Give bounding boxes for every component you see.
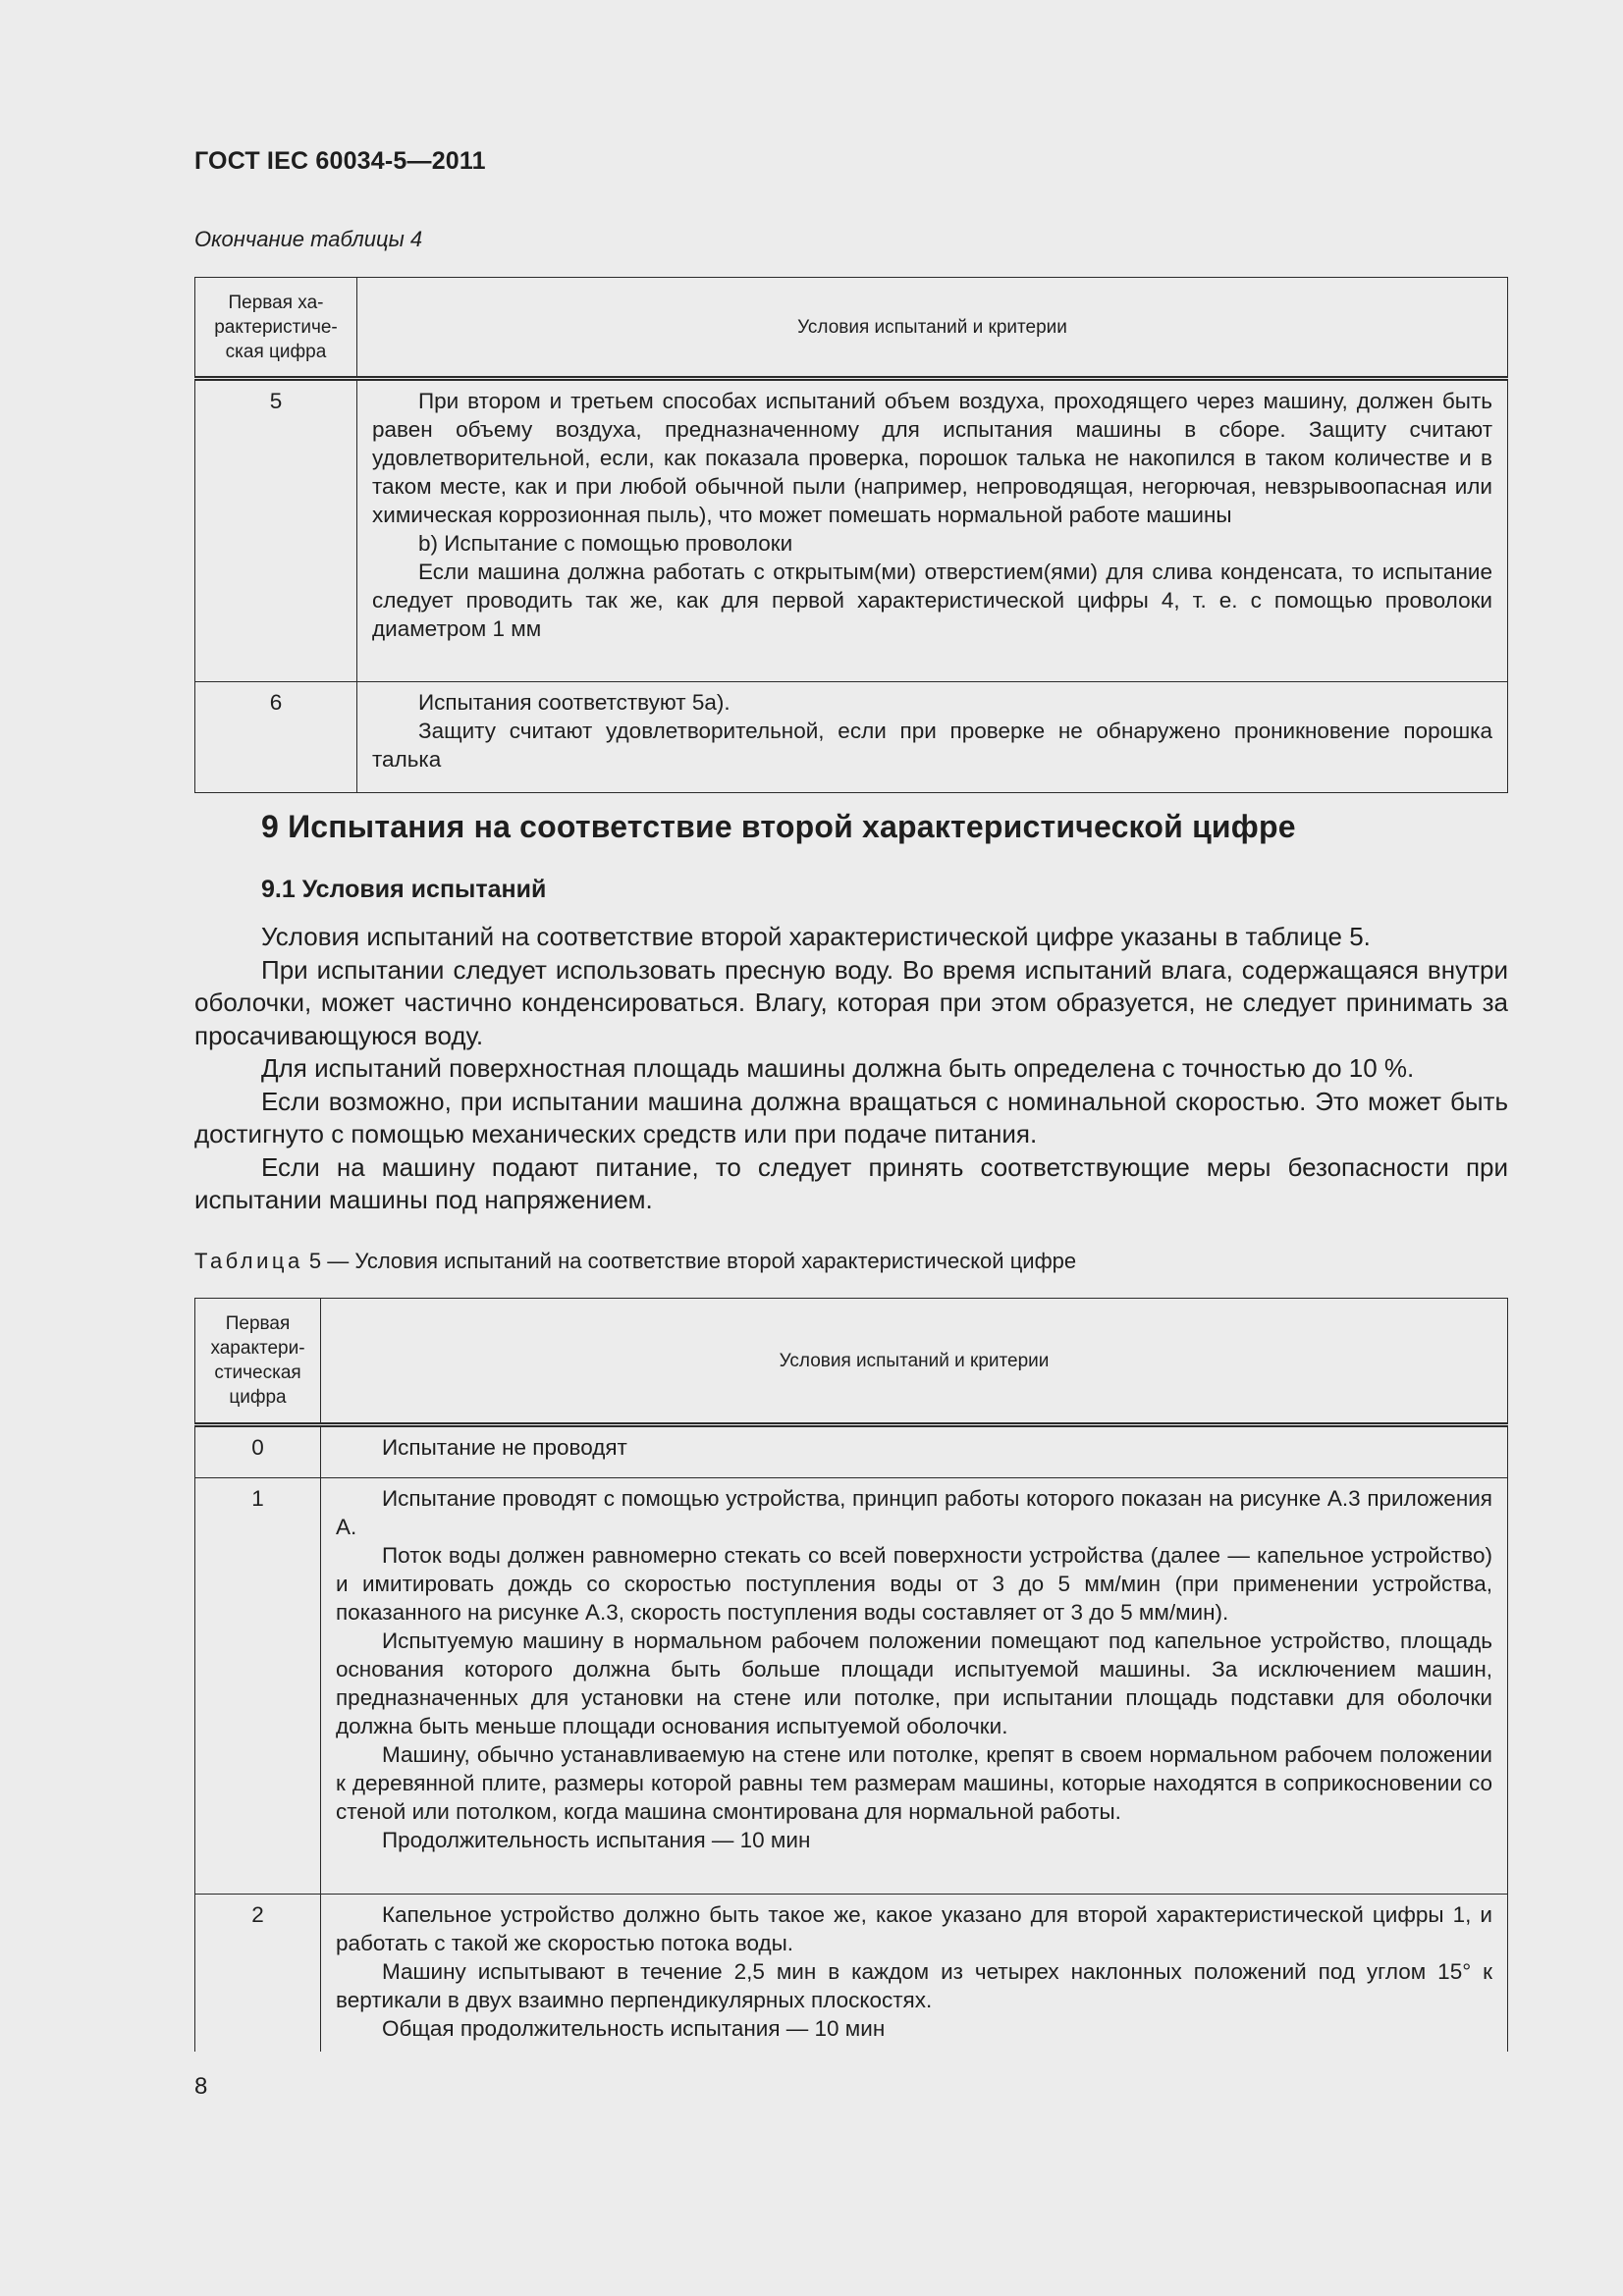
body-paragraph: Условия испытаний на соответствие второй характеристической цифре указаны в таблице 5. xyxy=(261,922,1371,951)
body-paragraph: Если на машину подают питание, то следует принять соответствующие меры безопасности при испытании машины под напряжением. xyxy=(194,1151,1508,1214)
criteria-paragraph: Испытание проводят с помощью устройства, принцип работы которого показан на рисунке А.3 приложения А. xyxy=(336,1486,1492,1539)
body-paragraph: Если возможно, при испытании машина должна вращаться с номинальной скоростью. Это может быть достигнуто с помощью механических средств или при подаче питания. xyxy=(194,1086,1508,1148)
section-heading: 9 Испытания на соответствие второй характеристической цифре xyxy=(261,809,1296,844)
criteria-cell xyxy=(321,1478,1508,1895)
criteria-cell xyxy=(357,682,1508,793)
table-row xyxy=(195,1895,1508,2053)
criteria-paragraph: Испытания соответствуют 5а). xyxy=(418,690,730,715)
criteria-paragraph: Защиту считают удовлетворительной, если при проверке не обнаружено проникновение порошка талька xyxy=(372,719,1492,772)
criteria-paragraph: При втором и третьем способах испытаний объем воздуха, проходящего через машину, должен быть равен объему воздуха, предназначенному для испытания машины в сборе. Защиту считают удовлетворительной, если, как показала проверка, порошок талька не накопился в таком количестве и в таком месте, как и при любой обычной пыли (например, непроводящая, негорючая, невзрывоопасная или химическая коррозионная пыль), что может помешать нормальной работе машины xyxy=(372,389,1492,527)
page-number: 8 xyxy=(194,2073,208,2100)
digit-cell: 5 xyxy=(195,379,357,682)
criteria-paragraph: Поток воды должен равномерно стекать со всей поверхности устройства (далее — капельное устройство) и имитировать дождь со скоростью поступления воды от 3 до 5 мм/мин (при применении устройства, показанного на рисунке А.3, скорость поступления воды составляет от 3 до 5 мм/мин). xyxy=(336,1543,1492,1625)
criteria-paragraph: Испытание не проводят xyxy=(382,1435,627,1460)
column-header-digit: Первая характери- стическая цифра xyxy=(195,1299,321,1425)
criteria-paragraph: b) Испытание с помощью проволоки xyxy=(418,531,793,556)
criteria-cell xyxy=(321,1425,1508,1478)
digit-cell: 2 xyxy=(195,1895,321,2053)
table-row xyxy=(195,1478,1508,1895)
column-header-criteria: Условия испытаний и критерии xyxy=(321,1299,1508,1425)
digit-cell: 6 xyxy=(195,682,357,793)
criteria-paragraph: Капельное устройство должно быть такое же, какое указано для второй характеристической цифры 1, и работать с такой же скоростью потока воды. xyxy=(336,1902,1492,1955)
criteria-cell xyxy=(321,1895,1508,2053)
body-paragraph: Для испытаний поверхностная площадь машины должна быть определена с точностью до 10 %. xyxy=(261,1053,1415,1083)
table5-caption xyxy=(194,1249,1076,1274)
table-header-row xyxy=(195,1299,1508,1425)
criteria-paragraph: Машину, обычно устанавливаемую на стене или потолке, крепят в своем нормальном рабочем положении к деревянной плите, размеры которой равны тем размерам машины, которые находятся в соприкосновении со стеной или потолком, когда машина смонтирована для нормальной работы. xyxy=(336,1742,1492,1824)
criteria-paragraph: Машину испытывают в течение 2,5 мин в каждом из четырех наклонных положений под углом 15° к вертикали в двух взаимно перпендикулярных плоскостях. xyxy=(336,1959,1492,2012)
table-4 xyxy=(194,277,1508,793)
document-header: ГОСТ IEC 60034-5—2011 xyxy=(194,147,486,175)
criteria-paragraph: Продолжительность испытания — 10 мин xyxy=(382,1828,811,1852)
table-row xyxy=(195,379,1508,682)
table-5 xyxy=(194,1298,1508,2052)
subsection-heading: 9.1 Условия испытаний xyxy=(261,876,547,903)
body-paragraph: При испытании следует использовать пресную воду. Во время испытаний влага, содержащаяся внутри оболочки, может частично конденсироваться. Влагу, которая при этом образуется, не следует принимать за просачивающуюся воду. xyxy=(194,954,1508,1050)
table5-caption-text: 5 — Условия испытаний на соответствие второй характеристической цифре xyxy=(302,1249,1077,1273)
table-header-row xyxy=(195,278,1508,379)
table-row xyxy=(195,1425,1508,1478)
column-header-criteria: Условия испытаний и критерии xyxy=(357,278,1508,379)
section-body xyxy=(194,921,1508,1217)
criteria-paragraph: Если машина должна работать с открытым(ми) отверстием(ями) для слива конденсата, то испытание следует проводить так же, как для первой характеристической цифры 4, т. е. с помощью проволоки диаметром 1 мм xyxy=(372,560,1492,641)
criteria-cell xyxy=(357,379,1508,682)
criteria-paragraph: Общая продолжительность испытания — 10 мин xyxy=(382,2016,886,2041)
criteria-paragraph: Испытуемую машину в нормальном рабочем положении помещают под капельное устройство, площадь основания которого должна быть больше площади испытуемой машины. За исключением машин, предназначенных для установки на стене или потолке, при испытании площадь подставки для оболочки должна быть меньше площади основания испытуемой оболочки. xyxy=(336,1629,1492,1738)
column-header-digit: Первая ха- рактеристиче- ская цифра xyxy=(195,278,357,379)
table4-caption: Окончание таблицы 4 xyxy=(194,227,423,251)
digit-cell: 1 xyxy=(195,1478,321,1895)
table5-caption-label: Таблица xyxy=(194,1249,303,1273)
table-row xyxy=(195,682,1508,793)
digit-cell: 0 xyxy=(195,1425,321,1478)
